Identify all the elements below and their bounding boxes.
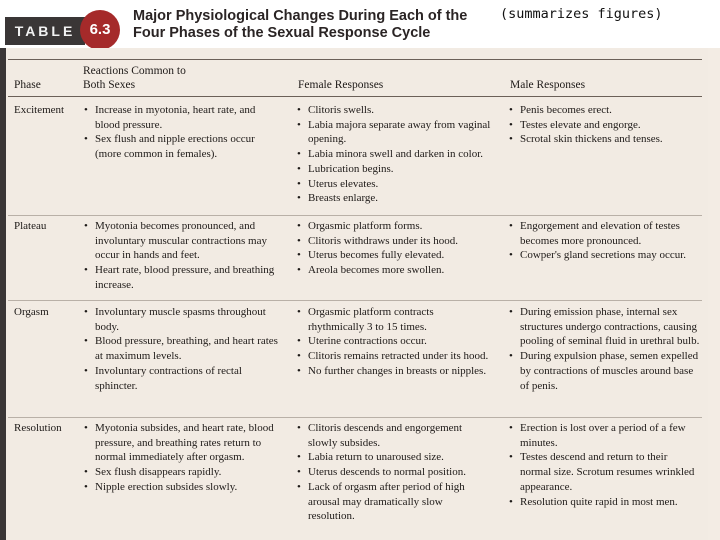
list-item: • Cowper's gland secretions may occur.: [508, 248, 700, 263]
female-cell: [296, 421, 492, 524]
male-cell: [508, 421, 700, 509]
list-item: • Lubrication begins.: [296, 162, 492, 177]
list-item: • Orgasmic platform forms.: [296, 219, 492, 234]
column-header-male: Male Responses: [510, 79, 586, 91]
list-item: • Lack of orgasm after period of high arousal may dramatically slow resolution.: [296, 480, 492, 524]
phase-label: Plateau: [14, 220, 47, 232]
phase-label: Orgasm: [14, 306, 49, 318]
phase-label: Excitement: [14, 104, 65, 116]
table-label: TABLE: [5, 17, 85, 45]
list-item: • Engorgement and elevation of testes becomes more pronounced.: [508, 219, 700, 248]
list-item: • Increase in myotonia, heart rate, and blood pressure.: [83, 103, 273, 132]
column-header-both: Reactions Common to Both Sexes: [83, 65, 186, 91]
list-item: • Labia return to unaroused size.: [296, 450, 492, 465]
list-item: • Nipple erection subsides slowly.: [83, 480, 279, 495]
list-item: • Clitoris withdraws under its hood.: [296, 234, 492, 249]
both-sexes-cell: [83, 421, 279, 495]
list-item: • Heart rate, blood pressure, and breathing increase.: [83, 263, 279, 292]
list-item: • Involuntary contractions of rectal sphincter.: [83, 364, 279, 393]
list-item: • Uterus elevates.: [296, 177, 492, 192]
list-item: • Clitoris remains retracted under its hood.: [296, 349, 492, 364]
rule-row-divider: [8, 417, 702, 418]
both-sexes-cell: [83, 305, 279, 393]
rule-row-divider: [8, 215, 702, 216]
list-item: • Areola becomes more swollen.: [296, 263, 492, 278]
list-item: • Clitoris descends and engorgement slowly subsides.: [296, 421, 492, 450]
male-cell: [508, 103, 700, 147]
male-cell: [508, 219, 700, 263]
list-item: • Resolution quite rapid in most men.: [508, 495, 700, 510]
header: [0, 0, 720, 48]
female-cell: [296, 103, 492, 206]
rule-top: [8, 59, 702, 60]
table-number-badge: 6.3: [80, 10, 120, 50]
list-item: • Orgasmic platform contracts rhythmically 3 to 15 times.: [296, 305, 492, 334]
list-item: • Uterus descends to normal position.: [296, 465, 492, 480]
list-item: • Blood pressure, breathing, and heart rates at maximum levels.: [83, 334, 279, 363]
list-item: • Uterine contractions occur.: [296, 334, 492, 349]
list-item: • Sex flush disappears rapidly.: [83, 465, 279, 480]
annotation-note: (summarizes figures): [500, 6, 663, 22]
list-item: • Penis becomes erect.: [508, 103, 700, 118]
list-item: • Breasts enlarge.: [296, 191, 492, 206]
list-item: • Myotonia becomes pronounced, and involuntary muscular contractions may occur in hands and feet.: [83, 219, 279, 263]
list-item: • Myotonia subsides, and heart rate, blood pressure, and breathing rates return to normal immediately after orgasm.: [83, 421, 279, 465]
list-item: • Labia minora swell and darken in color.: [296, 147, 492, 162]
male-cell: [508, 305, 700, 393]
both-sexes-cell: [83, 103, 273, 162]
list-item: • During emission phase, internal sex structures undergo contractions, causing pooling of seminal fluid in urethral bulb.: [508, 305, 700, 349]
list-item: • Testes descend and return to their normal size. Scrotum resumes wrinkled appearance.: [508, 450, 700, 494]
column-header-female: Female Responses: [298, 79, 384, 91]
list-item: • Scrotal skin thickens and tenses.: [508, 132, 700, 147]
rule-header: [8, 96, 702, 97]
list-item: • During expulsion phase, semen expelled by contractions of muscles around base of penis.: [508, 349, 700, 393]
female-cell: [296, 305, 492, 379]
female-cell: [296, 219, 492, 278]
list-item: • Uterus becomes fully elevated.: [296, 248, 492, 263]
phase-label: Resolution: [14, 422, 62, 434]
column-header-phase: Phase: [14, 79, 41, 91]
list-item: • Testes elevate and engorge.: [508, 118, 700, 133]
list-item: • Sex flush and nipple erections occur (more common in females).: [83, 132, 273, 161]
list-item: • No further changes in breasts or nipples.: [296, 364, 492, 379]
both-sexes-cell: [83, 219, 279, 293]
list-item: • Labia majora separate away from vaginal opening.: [296, 118, 492, 147]
list-item: • Clitoris swells.: [296, 103, 492, 118]
rule-row-divider: [8, 300, 702, 301]
list-item: • Erection is lost over a period of a few minutes.: [508, 421, 700, 450]
list-item: • Involuntary muscle spasms throughout body.: [83, 305, 279, 334]
table-title: Major Physiological Changes During Each of the Four Phases of the Sexual Response Cycle: [133, 8, 468, 41]
